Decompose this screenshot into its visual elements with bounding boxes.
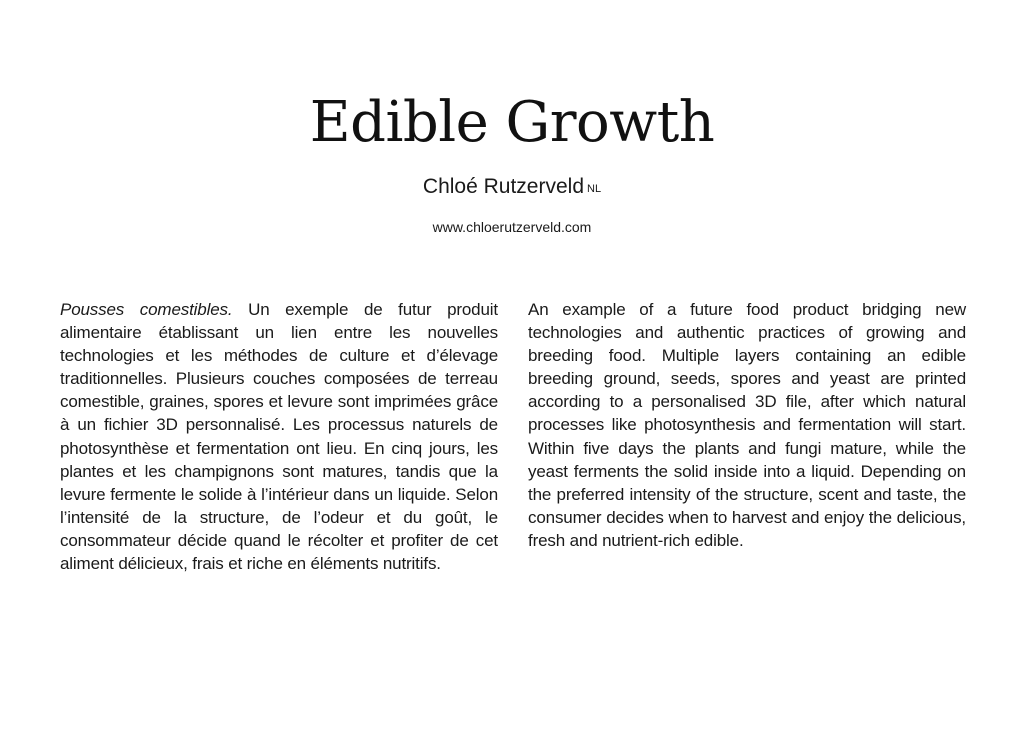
french-lead: Pousses comestibles.: [60, 300, 233, 319]
french-description: [60, 298, 498, 575]
author-name: Chloé Rutzerveld: [422, 175, 585, 198]
author-line: [0, 172, 1024, 202]
english-description: An example of a future food product bridging new technologies and authentic practices of growing and breeding food. Multiple layers containing an edible breeding ground, seeds, spores and yeast are printed according to a personalised 3D file, after which natural processes like photosynthesis and fermentation will start. Within five days the plants and fungi mature, while the yeast ferments the solid inside into a liquid. Depending on the preferred intensity of the structure, scent and taste, the consumer decides when to harvest and enjoy the delicious, fresh and nutrient-rich edible.: [528, 300, 966, 550]
website-url: www.chloerutzerveld.com: [432, 219, 592, 235]
country-code: NL: [587, 183, 602, 195]
page-title: Edible Growth: [309, 90, 715, 155]
french-text: Un exemple de futur produit alimentaire établissant un lien entre les nouvelles technologies et les méthodes de culture et d’élevage traditionnelles. Plusieurs couches composées de terreau comestible, graines, spores et levure sont imprimées grâce à un fichier 3D personnalisé. Les processus naturels de photosynthèse et fermentation ont lieu. En cinq jours, les plantes et les champignons sont matures, tandis que la levure fermente le solide à l’intérieur dans un liquide. Selon l’intensité de la structure, de l’odeur et du goût, le consommateur décide quand le récolter et profiter de cet aliment délicieux, frais et riche en éléments nutritifs.: [60, 300, 498, 574]
